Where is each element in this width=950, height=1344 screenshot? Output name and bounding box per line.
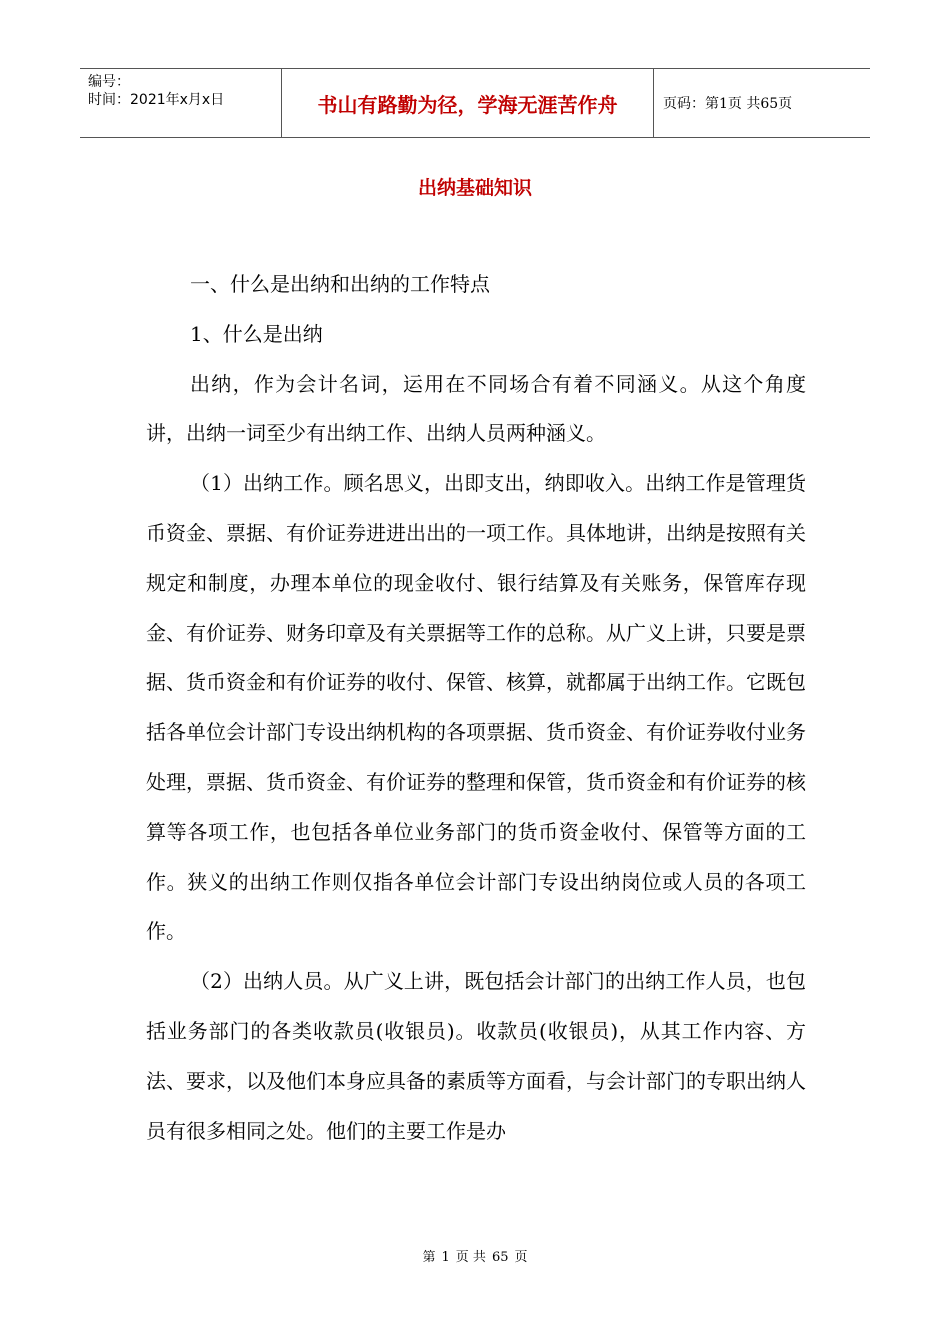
document-date: 时间：2021年x月x日 bbox=[88, 92, 225, 108]
document-number-label: 编号： bbox=[88, 74, 130, 90]
page-header bbox=[80, 68, 870, 138]
header-meta bbox=[80, 69, 282, 137]
footer-middle: 页 共 bbox=[455, 1250, 486, 1265]
footer-page-number: 1 bbox=[441, 1250, 450, 1265]
subsection-heading: 1、什么是出纳 bbox=[190, 321, 323, 346]
header-page-info: 页码：第1页 共65页 bbox=[663, 96, 793, 112]
document-title: 出纳基础知识 bbox=[417, 177, 532, 199]
footer-prefix: 第 bbox=[422, 1250, 436, 1265]
document-body bbox=[146, 260, 806, 1156]
page-footer bbox=[0, 1246, 950, 1265]
body-paragraph: 出纳，作为会计名词，运用在不同场合有着不同涵义。从这个角度讲，出纳一词至少有出纳工作、出纳人员两种涵义。 bbox=[146, 371, 806, 446]
header-motto: 书山有路勤为径，学海无涯苦作舟 bbox=[282, 69, 654, 137]
body-paragraph: （2）出纳人员。从广义上讲，既包括会计部门的出纳工作人员，也包括业务部门的各类收款员(收银员)。收款员(收银员)，从其工作内容、方法、要求，以及他们本身应具备的素质等方面看，与会计部门的专职出纳人员有很多相同之处。他们的主要工作是办 bbox=[146, 969, 806, 1143]
footer-total-pages: 65 bbox=[491, 1250, 509, 1265]
body-paragraph: （1）出纳工作。顾名思义，出即支出，纳即收入。出纳工作是管理货币资金、票据、有价证券进进出出的一项工作。具体地讲，出纳是按照有关规定和制度，办理本单位的现金收付、银行结算及有关账务，保管库存现金、有价证券、财务印章及有关票据等工作的总称。从广义上讲，只要是票据、货币资金和有价证券的收付、保管、核算，就都属于出纳工作。它既包括各单位会计部门专设出纳机构的各项票据、货币资金、有价证券收付业务处理，票据、货币资金、有价证券的整理和保管，货币资金和有价证券的核算等各项工作，也包括各单位业务部门的货币资金收付、保管等方面的工作。狭义的出纳工作则仅指各单位会计部门专设出纳岗位或人员的各项工作。 bbox=[146, 471, 806, 944]
section-heading: 一、什么是出纳和出纳的工作特点 bbox=[190, 272, 490, 296]
footer-suffix: 页 bbox=[514, 1250, 528, 1265]
